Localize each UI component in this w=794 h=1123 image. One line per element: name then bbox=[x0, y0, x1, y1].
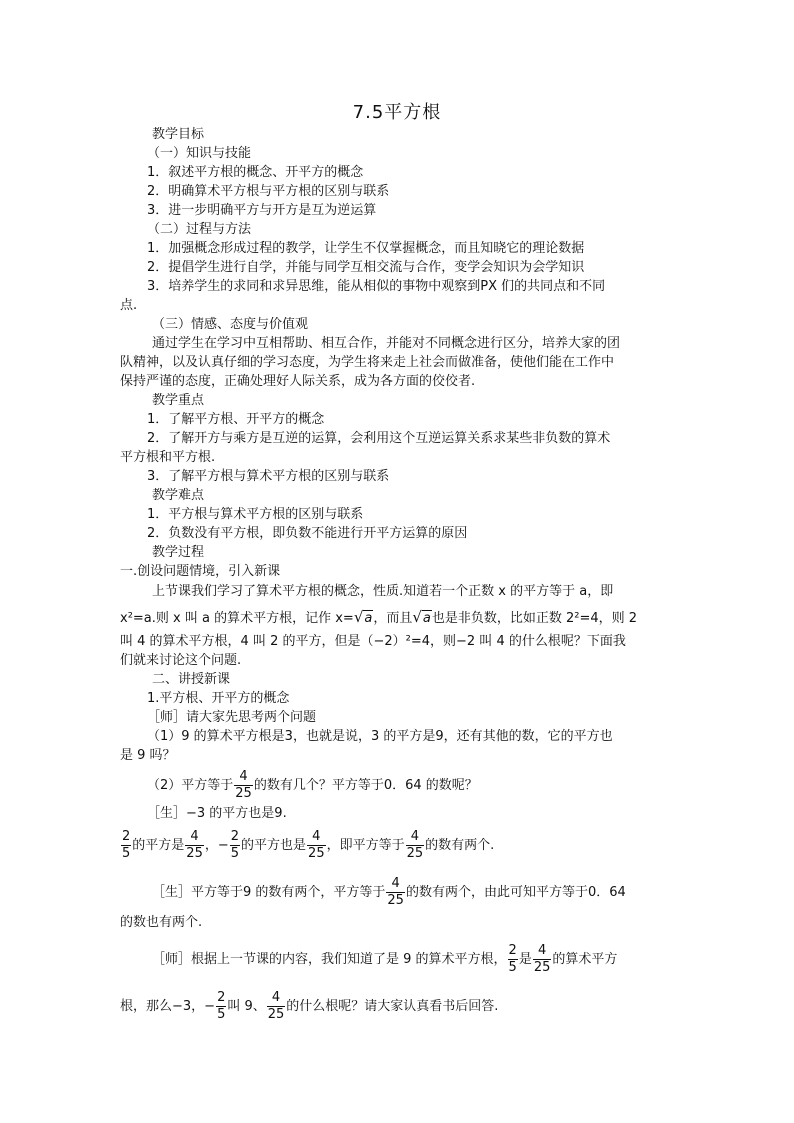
numerator: 4 bbox=[410, 829, 420, 844]
fraction bbox=[406, 830, 425, 861]
subheading-process: （二）过程与方法 bbox=[147, 222, 252, 237]
denominator: 5 bbox=[122, 846, 131, 861]
text-segment: 的什么根呢？请大家认真看书后回答. bbox=[286, 999, 499, 1014]
text-line: 平方根和平方根. bbox=[120, 450, 216, 465]
heading-teaching-process: 教学过程 bbox=[152, 545, 205, 560]
text-line: 保持严谨的态度，正确处理好人际关系，成为各方面的佼佼者. bbox=[120, 374, 476, 389]
page-title: 7.5平方根 bbox=[352, 102, 442, 123]
radical-sign-icon: √ bbox=[353, 608, 364, 626]
heading-difficulties: 教学难点 bbox=[152, 488, 205, 503]
text-segment: 的算术平方 bbox=[552, 952, 618, 967]
numerator: 2 bbox=[508, 943, 517, 958]
denominator: 25 bbox=[406, 846, 424, 861]
denominator: 25 bbox=[387, 893, 404, 908]
numerator: 4 bbox=[312, 829, 321, 844]
denominator: 25 bbox=[533, 960, 551, 975]
numerator: 2 bbox=[230, 829, 240, 844]
heading-key-points: 教学重点 bbox=[152, 393, 205, 408]
text-line: 1．平方根与算术平方根的区别与联系 bbox=[147, 507, 364, 522]
text-segment: 的平方也是 bbox=[241, 838, 307, 853]
text-line-frac bbox=[147, 770, 478, 801]
fraction bbox=[185, 830, 204, 861]
text-line: 们就来讨论这个问题. bbox=[120, 653, 242, 668]
denominator: 25 bbox=[186, 846, 203, 861]
text-line-frac bbox=[152, 877, 626, 908]
text-line-frac bbox=[152, 944, 617, 975]
fraction bbox=[234, 770, 253, 801]
text-segment: 的数有几个？平方等于0．64 的数呢？ bbox=[253, 778, 478, 793]
denominator: 5 bbox=[230, 846, 240, 861]
text-line: 3．培养学生的求同和求异思维，能从相似的事物中观察到PX 们的共同点和不同 bbox=[147, 279, 606, 294]
numerator: 4 bbox=[391, 876, 400, 891]
text-line-sqrt bbox=[120, 608, 637, 628]
radical-sign-icon: √ bbox=[412, 608, 422, 626]
text-line: 1．加强概念形成过程的教学，让学生不仅掌握概念，而且知晓它的理论数据 bbox=[147, 241, 585, 256]
fraction bbox=[307, 830, 326, 861]
fraction bbox=[533, 944, 552, 975]
heading-teaching-goals: 教学目标 bbox=[152, 127, 205, 142]
numerator: 4 bbox=[537, 943, 547, 958]
text-line-frac bbox=[120, 830, 494, 861]
text-segment: （2）平方等于 bbox=[147, 778, 234, 793]
sqrt-argument: a bbox=[364, 611, 373, 626]
numerator: 4 bbox=[190, 829, 199, 844]
numerator: 4 bbox=[239, 769, 248, 784]
text-segment: ［师］根据上一节课的内容，我们知道了是 9 的算术平方根， bbox=[152, 952, 507, 967]
fraction bbox=[216, 991, 226, 1022]
subheading-knowledge: （一）知识与技能 bbox=[147, 146, 252, 161]
text-line: 是 9 吗？ bbox=[120, 748, 176, 763]
denominator: 25 bbox=[267, 1007, 285, 1022]
text-segment: 的数有两个，由此可知平方等于0．64 bbox=[405, 885, 626, 900]
text-segment: 的平方是 bbox=[132, 838, 185, 853]
text-segment: x²=a.则 x 叫 a 的算术平方根，记作 x= bbox=[120, 611, 354, 626]
text-line: 2．了解开方与乘方是互逆的运算，会利用这个互逆运算关系求某些非负数的算术 bbox=[147, 431, 611, 446]
text-line: 2．明确算术平方根与平方根的区别与联系 bbox=[147, 184, 390, 199]
text-line: 3．进一步明确平方与开方是互为逆运算 bbox=[147, 203, 377, 218]
text-line: 3．了解平方根与算术平方根的区别与联系 bbox=[147, 469, 390, 484]
text-line: ［生］−3 的平方也是9. bbox=[147, 806, 287, 821]
fraction bbox=[121, 830, 131, 861]
text-line: 1．叙述平方根的概念、开平方的概念 bbox=[147, 165, 364, 180]
text-line: 点. bbox=[120, 298, 138, 313]
numerator: 2 bbox=[122, 829, 131, 844]
section-heading-1: 一.创设问题情境，引入新课 bbox=[120, 564, 281, 579]
text-segment: ［生］平方等于9 的数有两个，平方等于 bbox=[152, 885, 386, 900]
text-line: 上节课我们学习了算术平方根的概念，性质.知道若一个正数 x 的平方等于 a，即 bbox=[152, 584, 614, 599]
sqrt-expression bbox=[354, 608, 374, 628]
numerator: 4 bbox=[271, 990, 281, 1005]
text-segment: ，而且 bbox=[373, 611, 413, 626]
text-segment: 叫 9、 bbox=[227, 999, 266, 1014]
text-line: 2．负数没有平方根，即负数不能进行开平方运算的原因 bbox=[147, 526, 468, 541]
denominator: 5 bbox=[508, 960, 517, 975]
text-segment: ，− bbox=[204, 838, 229, 853]
text-line: （1）9 的算术平方根是3，也就是说，3 的平方是9，还有其他的数，它的平方也 bbox=[147, 729, 613, 744]
fraction bbox=[267, 991, 286, 1022]
denominator: 5 bbox=[217, 1007, 226, 1022]
text-line: 叫 4 的算术平方根，4 叫 2 的平方，但是（−2）²=4，则−2 叫 4 的什么根呢？下面我 bbox=[120, 634, 626, 649]
text-segment: 也是非负数，比如正数 2²=4，则 2 bbox=[431, 611, 638, 626]
text-line: 2．提倡学生进行自学，并能与同学互相交流与合作，变学会知识为会学知识 bbox=[147, 260, 585, 275]
text-line: 的数也有两个. bbox=[120, 915, 203, 930]
text-line: 队精神，以及认真仔细的学习态度，为学生将来走上社会而做准备，使他们能在工作中 bbox=[120, 355, 615, 370]
fraction bbox=[508, 944, 518, 975]
text-segment: 是 bbox=[518, 952, 532, 967]
fraction bbox=[230, 830, 240, 861]
denominator: 25 bbox=[308, 846, 325, 861]
subsection-heading: 1.平方根、开平方的概念 bbox=[147, 691, 290, 706]
numerator: 2 bbox=[217, 990, 226, 1005]
text-segment: 的数有两个. bbox=[425, 838, 495, 853]
text-line-frac bbox=[120, 991, 498, 1022]
text-line: ［师］请大家先思考两个问题 bbox=[147, 710, 317, 725]
sqrt-expression bbox=[412, 608, 432, 628]
text-segment: ，即平方等于 bbox=[326, 838, 405, 853]
fraction bbox=[386, 877, 405, 908]
text-line: 1．了解平方根、开平方的概念 bbox=[147, 412, 325, 427]
text-segment: 根，那么−3，− bbox=[120, 999, 216, 1014]
denominator: 25 bbox=[235, 786, 252, 801]
subheading-emotion: （三）情感、态度与价值观 bbox=[152, 317, 309, 332]
sqrt-argument: a bbox=[422, 611, 431, 626]
section-heading-2: 二、讲授新课 bbox=[152, 672, 231, 687]
text-line: 通过学生在学习中互相帮助、相互合作，并能对不同概念进行区分，培养大家的团 bbox=[152, 336, 621, 351]
